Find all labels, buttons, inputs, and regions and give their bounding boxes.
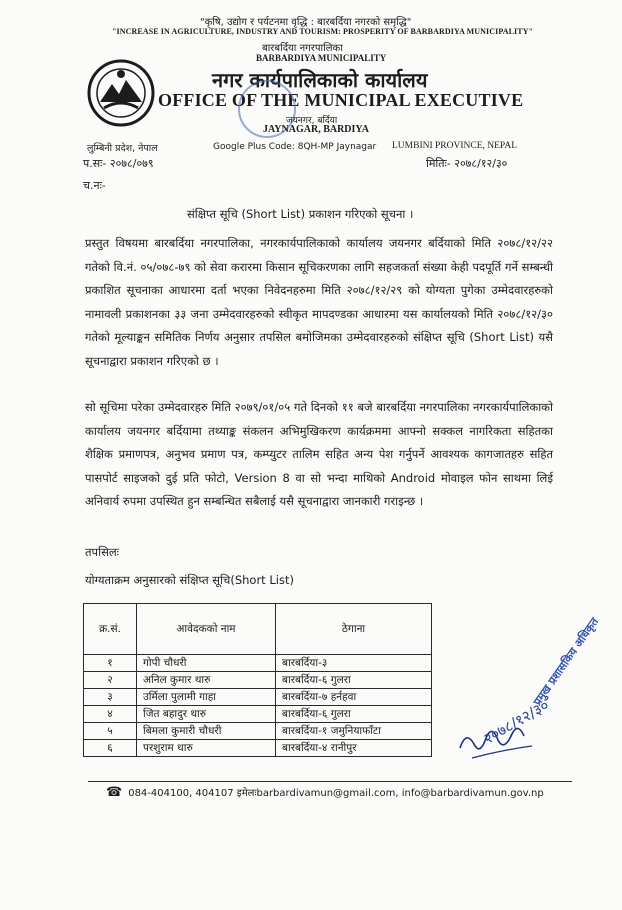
tagline-english: "INCREASE IN AGRICULTURE, INDUSTRY AND TOURISM: PROSPERITY OF BARBARDIYA MUNICIPALITY" xyxy=(112,27,534,36)
municipality-name-nepali: बारबर्दिया नगरपालिका xyxy=(262,43,343,54)
municipality-logo xyxy=(86,58,156,128)
row-address: बारबर्दिया-३ xyxy=(276,655,432,672)
table-row xyxy=(84,740,432,757)
row-name: अनिल कुमार थारु xyxy=(137,672,276,689)
body-paragraph-2: सो सूचिमा परेका उम्मेदवारहरु मिति २०७९/०१/०५ गते दिनको ११ बजे बारबर्दिया नगरपालिका नगरकार्यपालिकाको कार्यालय जयनगर बर्दियामा तथ्याङ्क संकलन अभिमुखिकरण कार्यक्रममा आफ्नो सक्कल नागरिकता सहितका शैक्षिक प्रमाणपत्र, अनुभव प्रमाण पत्र, कम्प्युटर तालिम सहित अन्य पेश गर्नुपर्ने आवश्यक कागजातहरु सहित पासपोर्ट साइजको दुई प्रति फोटो, Version 8 वा सो भन्दा माथिको Android मोवाइल फोन साथमा लिई अनिवार्य रुपमा उपस्थित हुन सम्बन्धित सबैलाई यसै सूचनाद्वारा जानकारी गराइन्छ । xyxy=(85,400,553,508)
column-header-serial: क्र.सं. xyxy=(84,604,137,655)
table-row xyxy=(84,672,432,689)
body-paragraph-1: प्रस्तुत विषयमा बारबर्दिया नगरपालिका, नगरकार्यपालिकाको कार्यालय जयनगर बर्दियाको मिति २०७८/१२/२२ गतेको वि.नं. ०५/०७८-७९ को सेवा करारमा किसान सूचिकरणका लागि सहजकर्ता संख्या केही पदपूर्ति गर्ने सम्बन्धी प्रकाशित सूचनाका आधारमा दर्ता भएका निवेदनहरुमा मिति २०७८/१२/२९ को योग्यता पुगेका उम्मेदवारहरुको नामावली प्रकाशनका ३३ जना उम्मेदवारहरुको स्वीकृत मापदण्डका आधारमा यस कार्यालयको मिति २०७८/१२/३० गतेको मूल्याङ्कन समितिक निर्णय अनुसार तपसिल बमोजिमका उम्मेदवारहरुको संक्षिप्त सूचि (Short List) यसै सूचनाद्वारा प्रकाशन गरिएको छ । xyxy=(85,236,553,368)
row-serial: ४ xyxy=(84,706,137,723)
signature-date: २०७८/१२/३० xyxy=(480,696,553,748)
column-header-name: आवेदकको नाम xyxy=(137,604,276,655)
google-plus-code: Google Plus Code: 8QH-MP Jaynagar xyxy=(213,142,377,152)
row-name: बिमला कुमारी चौधरी xyxy=(137,723,276,740)
address-nepali: जयनगर, बर्दिया xyxy=(286,116,338,126)
row-name: उर्मिला पुलामी गाहा xyxy=(137,689,276,706)
row-serial: ३ xyxy=(84,689,137,706)
row-name: परशुराम थारु xyxy=(137,740,276,757)
footer-contact-text: 084-404100, 404107 इमेलःbarbardivamun@gmail.com, info@barbardivamun.gov.np xyxy=(128,788,544,799)
row-address: बारबर्दिया-६ गुलरा xyxy=(276,706,432,723)
province-english: LUMBINI PROVINCE, NEPAL xyxy=(392,141,518,151)
province-nepali: लुम्बिनी प्रदेश, नेपाल xyxy=(87,143,158,154)
table-header-row xyxy=(84,604,432,655)
dispatch-number: च.नः- xyxy=(83,179,106,192)
footer-contact xyxy=(106,785,544,800)
row-name: जित बहादुर थारु xyxy=(137,706,276,723)
shortlist-heading: योग्यताक्रम अनुसारको संक्षिप्त सूचि(Short List) xyxy=(85,573,294,587)
candidate-table xyxy=(83,603,432,757)
tagline-nepali: "कृषि, उद्योग र पर्यटनमा वृद्धि : बारबर्दिया नगरको समृद्धि" xyxy=(200,17,412,28)
tapasil-label: तपसिलः xyxy=(85,545,119,559)
row-name: गोपी चौधरी xyxy=(137,655,276,672)
notice-subject: संक्षिप्त सूचि (Short List) प्रकाशन गरिएको सूचना । xyxy=(187,207,414,221)
office-name-english: OFFICE OF THE MUNICIPAL EXECUTIVE xyxy=(158,90,524,110)
signatory-title: प्रमुख प्रशासकिय अधिकृत xyxy=(530,615,602,709)
table-row xyxy=(84,723,432,740)
row-address: बारबर्दिया-४ रानीपुर xyxy=(276,740,432,757)
office-name-nepali: नगर कार्यपालिकाको कार्यालय xyxy=(212,68,428,92)
municipality-name-english: BARBARDIYA MUNICIPALITY xyxy=(256,53,387,63)
row-address: बारबर्दिया-७ हर्नहवा xyxy=(276,689,432,706)
column-header-address: ठेगाना xyxy=(276,604,432,655)
table-row xyxy=(84,689,432,706)
row-serial: ६ xyxy=(84,740,137,757)
reference-number: प.सः- २०७८/०७९ xyxy=(83,157,154,170)
row-serial: ५ xyxy=(84,723,137,740)
table-row xyxy=(84,655,432,672)
phone-icon: ☎ xyxy=(106,785,123,800)
row-address: बारबर्दिया-१ जमुनियाफाँटा xyxy=(276,723,432,740)
row-serial: १ xyxy=(84,655,137,672)
table-row xyxy=(84,706,432,723)
footer-divider xyxy=(88,781,572,782)
row-address: बारबर्दिया-६ गुलरा xyxy=(276,672,432,689)
row-serial: २ xyxy=(84,672,137,689)
address-english: JAYNAGAR, BARDIYA xyxy=(263,124,369,135)
letter-date: मितिः- २०७८/१२/३० xyxy=(426,157,508,170)
